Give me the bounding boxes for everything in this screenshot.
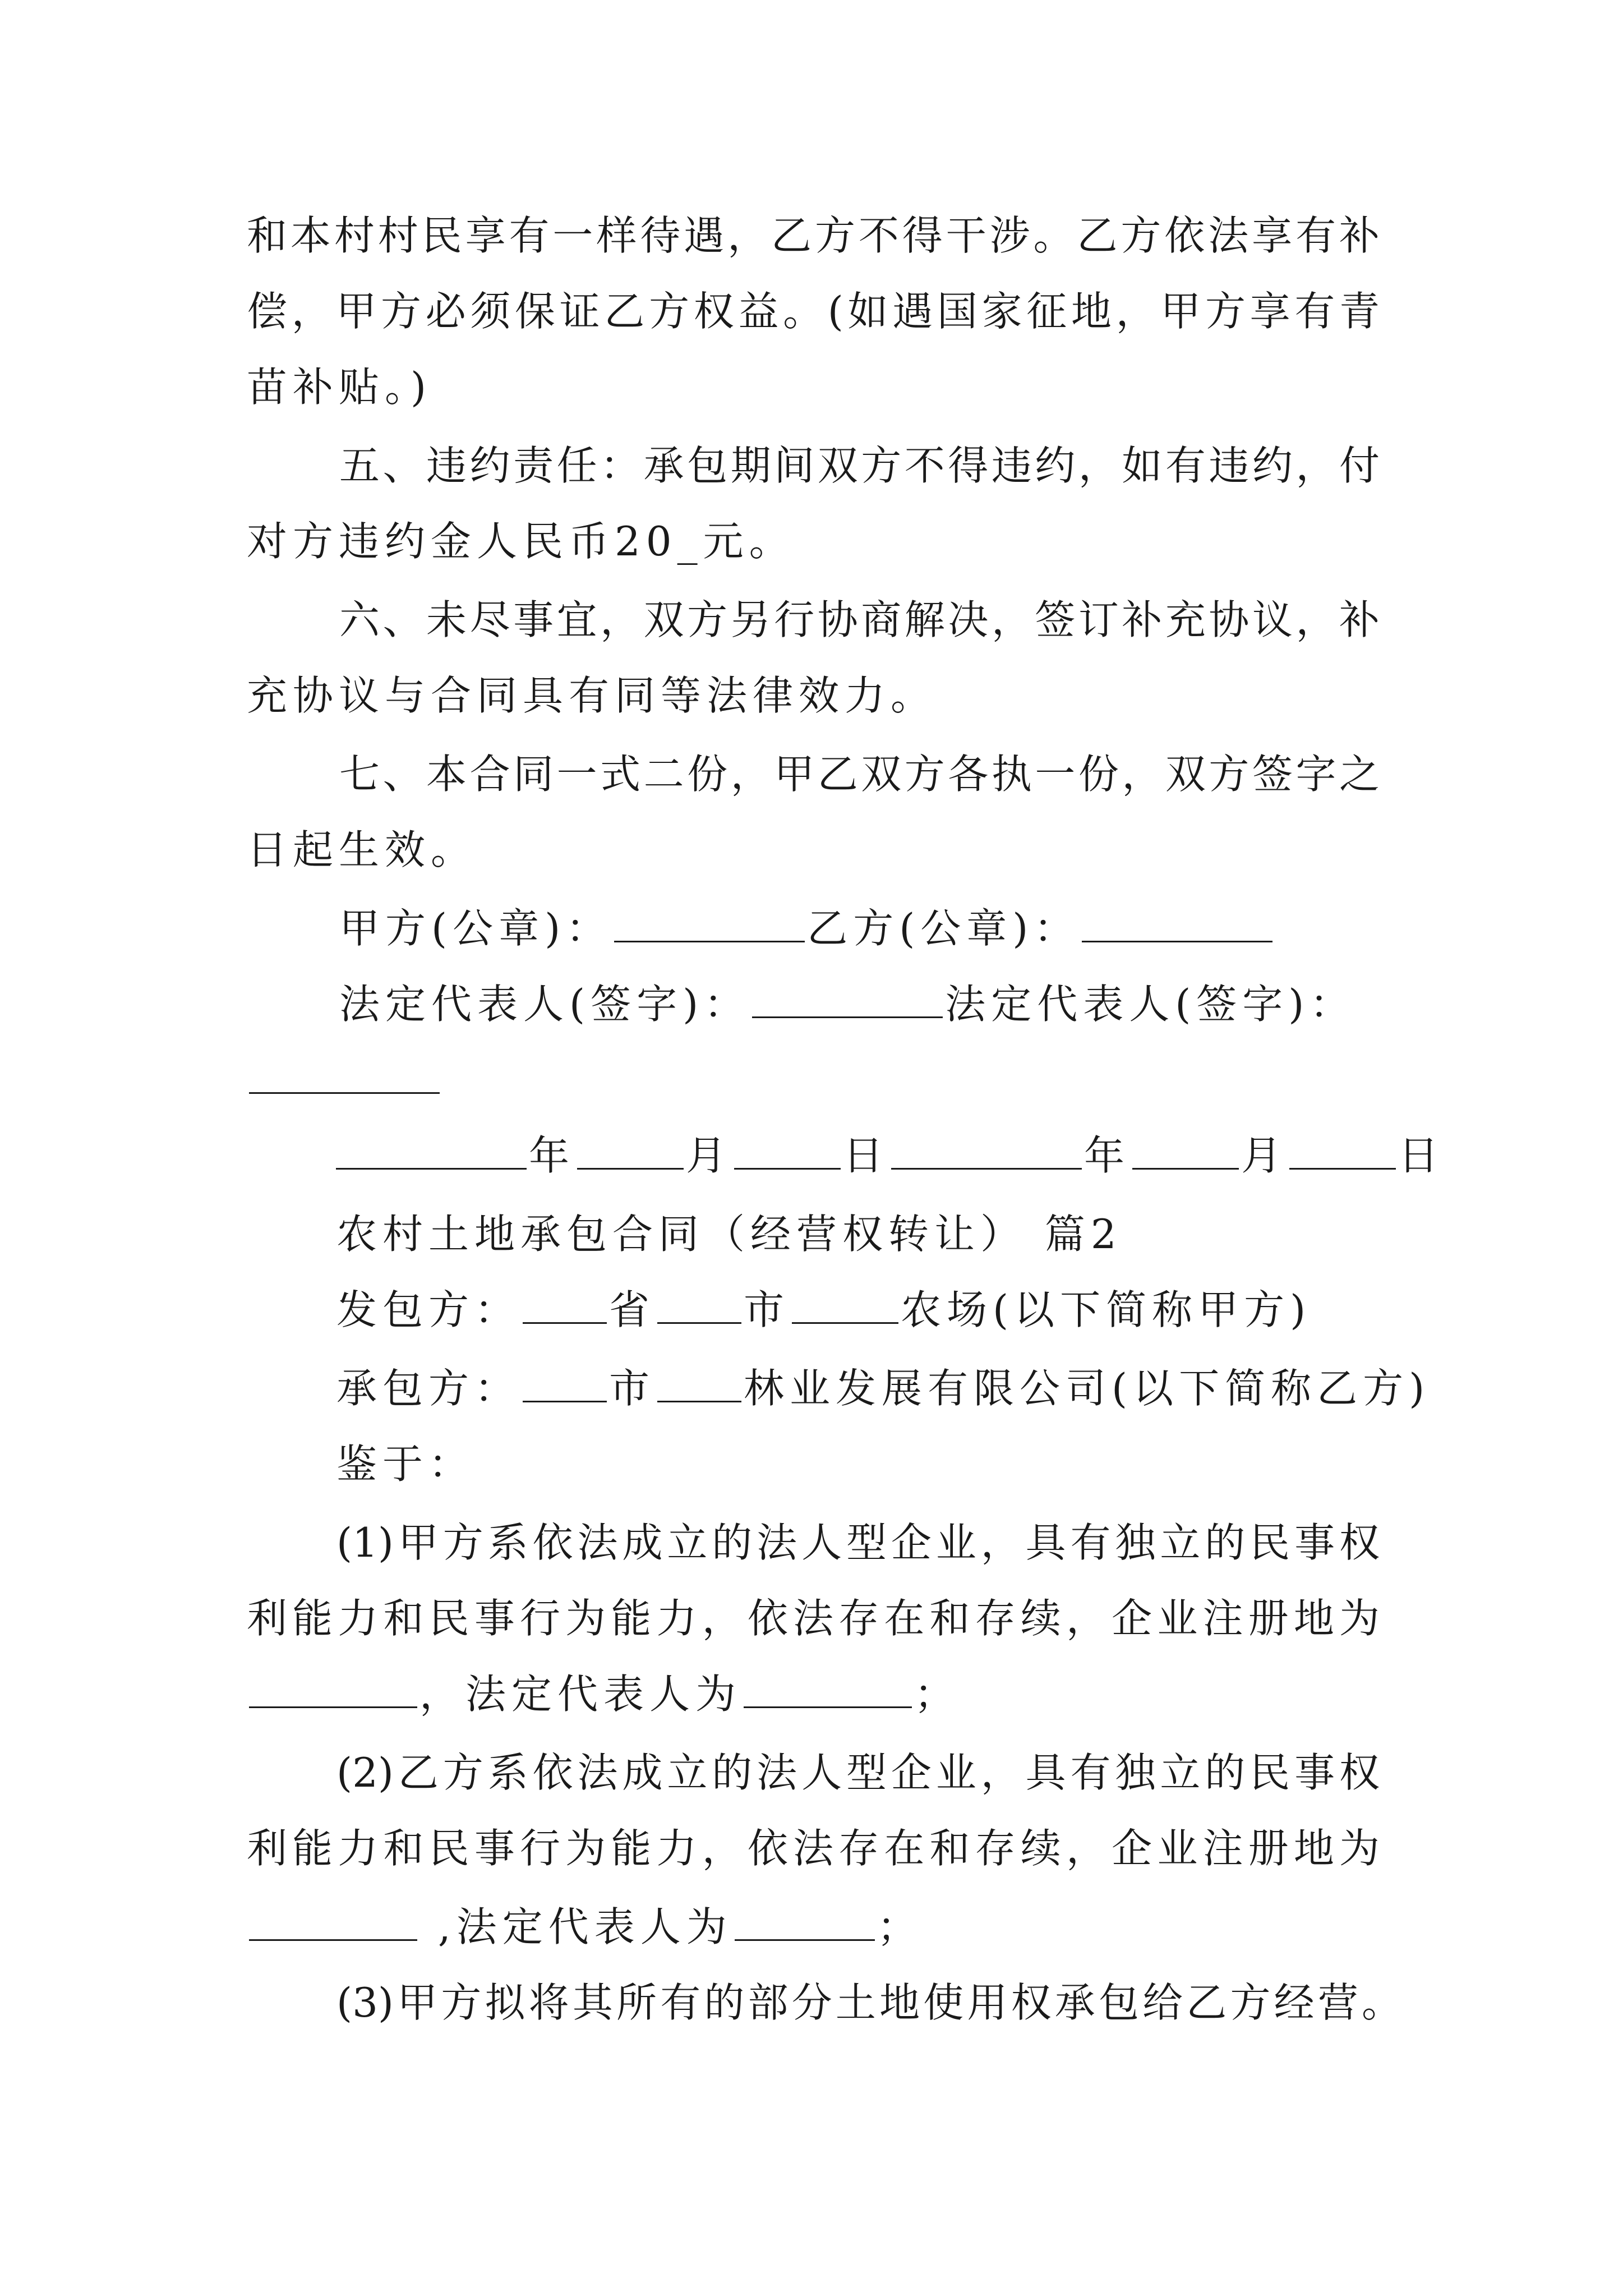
clause-seven-line: 日起生效。: [247, 826, 477, 873]
reg-address-blank: [249, 1900, 417, 1941]
paragraph-line: 苗补贴。): [247, 364, 432, 411]
paragraph-line: 和本村村民享有一样待遇，乙方不得干涉。乙方依法享有补: [247, 212, 1380, 259]
day-blank: [734, 1129, 841, 1170]
issuer-line: [336, 1279, 1311, 1341]
party-b-rep-blank: [249, 1053, 440, 1094]
clause-one-line: [247, 1663, 960, 1725]
issuer-tail: 农场(以下简称甲方): [901, 1286, 1312, 1333]
month-label: 月: [686, 1132, 732, 1179]
city-label: 市: [744, 1286, 790, 1333]
clause-six-line: 六、未尽事宜，双方另行协商解决，签订补充协议，补: [339, 596, 1380, 643]
date-line: [334, 1125, 1444, 1186]
whereas-label: 鉴于：: [336, 1441, 475, 1488]
clause-three-line: (3)甲方拟将其所有的部分土地使用权承包给乙方经营。: [336, 1979, 1402, 2026]
clause-one-mid: ，法定代表人为: [419, 1671, 742, 1718]
party-b-rep-blank-line: [247, 1049, 442, 1111]
clause-two-mid: ,法定代表人为: [419, 1903, 732, 1950]
signature-rep-line: [339, 973, 1355, 1035]
clause-one-line: 利能力和民事行为能力，依法存在和存续，企业注册地为: [247, 1595, 1380, 1642]
day-blank: [1289, 1129, 1396, 1170]
clause-five-line: 五、违约责任：承包期间双方不得违约，如有违约，付: [339, 442, 1380, 489]
clause-one-line: (1)甲方系依法成立的法人型企业，具有独立的民事权: [336, 1519, 1380, 1566]
year-label: 年: [1084, 1132, 1131, 1179]
clause-seven-line: 七、本合同一式二份，甲乙双方各执一份，双方签字之: [339, 751, 1380, 798]
party-a-rep-blank: [752, 977, 943, 1018]
party-b-rep-label: 法定代表人(签字)：: [945, 981, 1356, 1028]
contractor-tail: 林业发展有限公司(以下简称乙方): [744, 1365, 1431, 1412]
contractor-city-blank-1: [523, 1361, 607, 1402]
clause-one-end: ；: [914, 1671, 961, 1718]
province-blank: [523, 1283, 607, 1324]
year-label: 年: [529, 1132, 575, 1179]
month-blank: [577, 1129, 684, 1170]
clause-two-line: [247, 1896, 923, 1958]
clause-two-line: 利能力和民事行为能力，依法存在和存续，企业注册地为: [247, 1825, 1380, 1872]
province-label: 省: [609, 1286, 656, 1333]
party-a-rep-label: 法定代表人(签字)：: [339, 981, 750, 1028]
clause-two-end: ；: [877, 1903, 923, 1950]
reg-address-blank: [249, 1667, 417, 1708]
section-title: 农村土地承包合同（经营权转让） 篇2: [336, 1211, 1122, 1258]
party-a-seal-label: 甲方(公章)：: [339, 905, 612, 952]
clause-two-line: (2)乙方系依法成立的法人型企业，具有独立的民事权: [336, 1749, 1380, 1796]
party-b-seal-label: 乙方(公章)：: [807, 905, 1080, 952]
month-blank: [1132, 1129, 1239, 1170]
contractor-name-blank: [657, 1361, 741, 1402]
party-a-seal-blank: [614, 901, 805, 942]
paragraph-line: 偿，甲方必须保证乙方权益。(如遇国家征地，甲方享有青: [247, 288, 1380, 335]
signature-seal-line: [339, 898, 1275, 959]
legal-rep-blank: [735, 1900, 875, 1941]
day-label: 日: [843, 1132, 889, 1179]
month-label: 月: [1241, 1132, 1288, 1179]
clause-six-line: 充协议与合同具有同等法律效力。: [247, 672, 937, 719]
city-blank: [657, 1283, 741, 1324]
contractor-city-label: 市: [609, 1365, 656, 1412]
contractor-line: [336, 1358, 1430, 1419]
year-blank: [336, 1129, 527, 1170]
contractor-label: 承包方：: [336, 1365, 521, 1412]
year-blank: [891, 1129, 1082, 1170]
farm-blank: [792, 1283, 898, 1324]
legal-rep-blank: [744, 1667, 912, 1708]
day-label: 日: [1398, 1132, 1445, 1179]
clause-five-line: 对方违约金人民币20_元。: [247, 518, 795, 565]
party-b-seal-blank: [1082, 901, 1272, 942]
issuer-label: 发包方：: [336, 1286, 521, 1333]
